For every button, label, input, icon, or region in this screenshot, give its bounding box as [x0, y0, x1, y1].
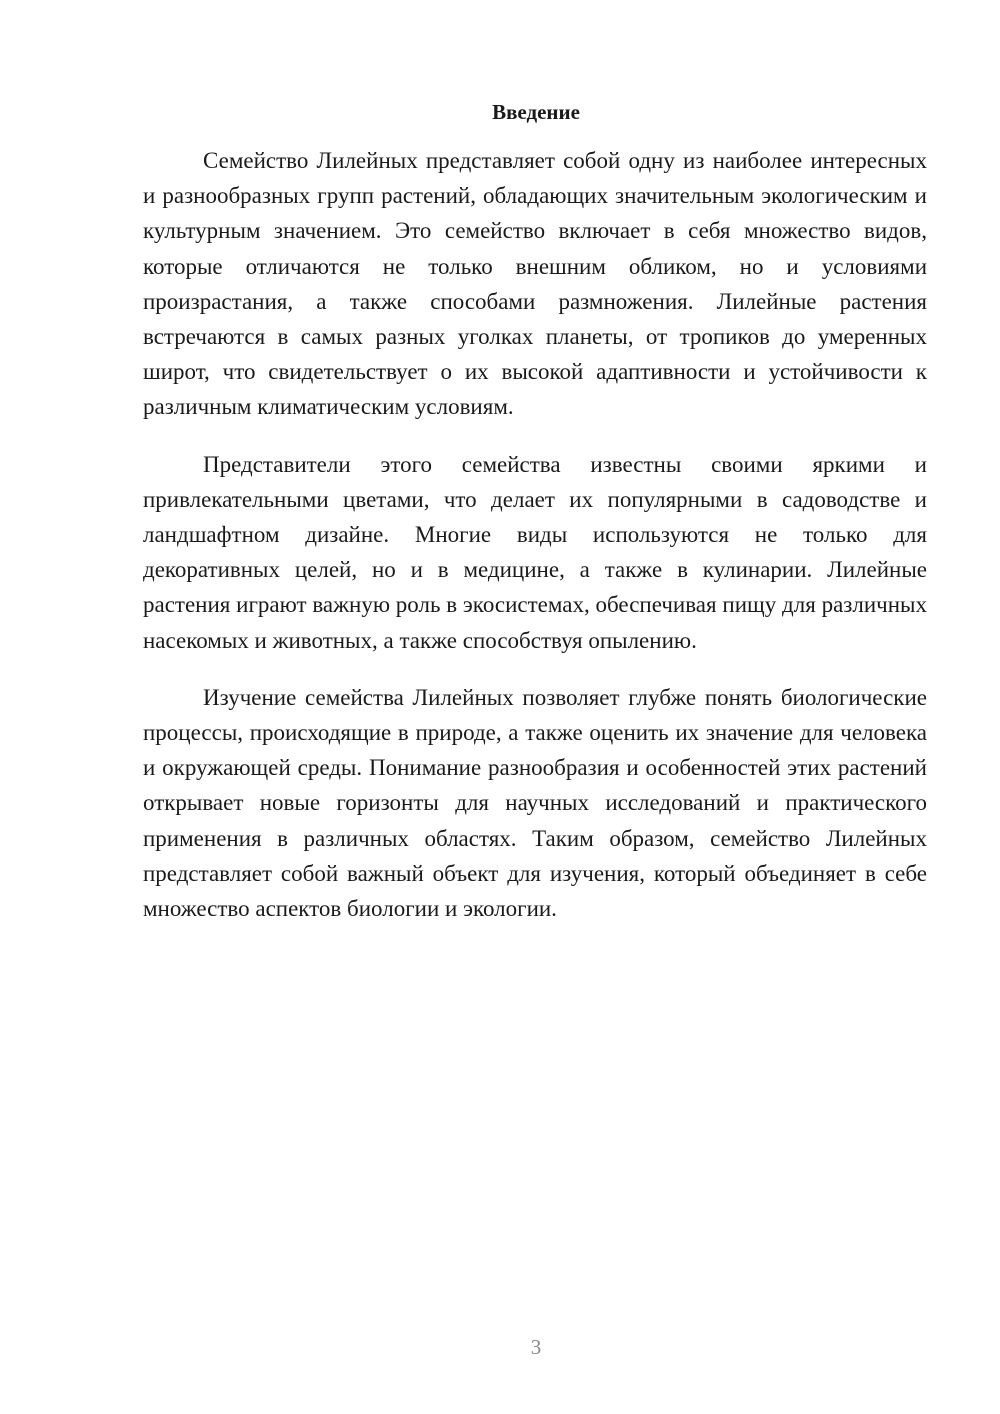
- paragraph-1: Семейство Лилейных представляет собой одну из наиболее интересных и разнообразных групп растений, обладающих значительным экологическим и культурным значением. Это семейство включает в себя множество видов, которые отличаются не только внешним обликом, но и условиями произрастания, а также способами размножения. Лилейные растения встречаются в самых разных уголках планеты, от тропиков до умеренных широт, что свидетельствует о их высокой адаптивности и устойчивости к различным климатическим условиям.: [143, 148, 927, 420]
- paragraph-3: Изучение семейства Лилейных позволяет глубже понять биологические процессы, происходящие в природе, а также оценить их значение для человека и окружающей среды. Понимание разнообразия и особенностей этих растений открывает новые горизонты для научных исследований и практического применения в различных областях. Таким образом, семейство Лилейных представляет собой важный объект для изучения, который объединяет в себе множество аспектов биологии и экологии.: [143, 684, 927, 922]
- page-number: 3: [530, 1335, 542, 1359]
- body-text: [143, 143, 927, 948]
- paragraph-2: Представители этого семейства известны своими яркими и привлекательными цветами, что делает их популярными в садоводстве и ландшафтном дизайне. Многие виды используются не только для декоративных целей, но и в медицине, а также в кулинарии. Лилейные растения играют важную роль в экосистемах, обеспечивая пищу для различных насекомых и животных, а также способствуя опылению.: [143, 451, 927, 653]
- section-heading: Введение: [492, 100, 580, 124]
